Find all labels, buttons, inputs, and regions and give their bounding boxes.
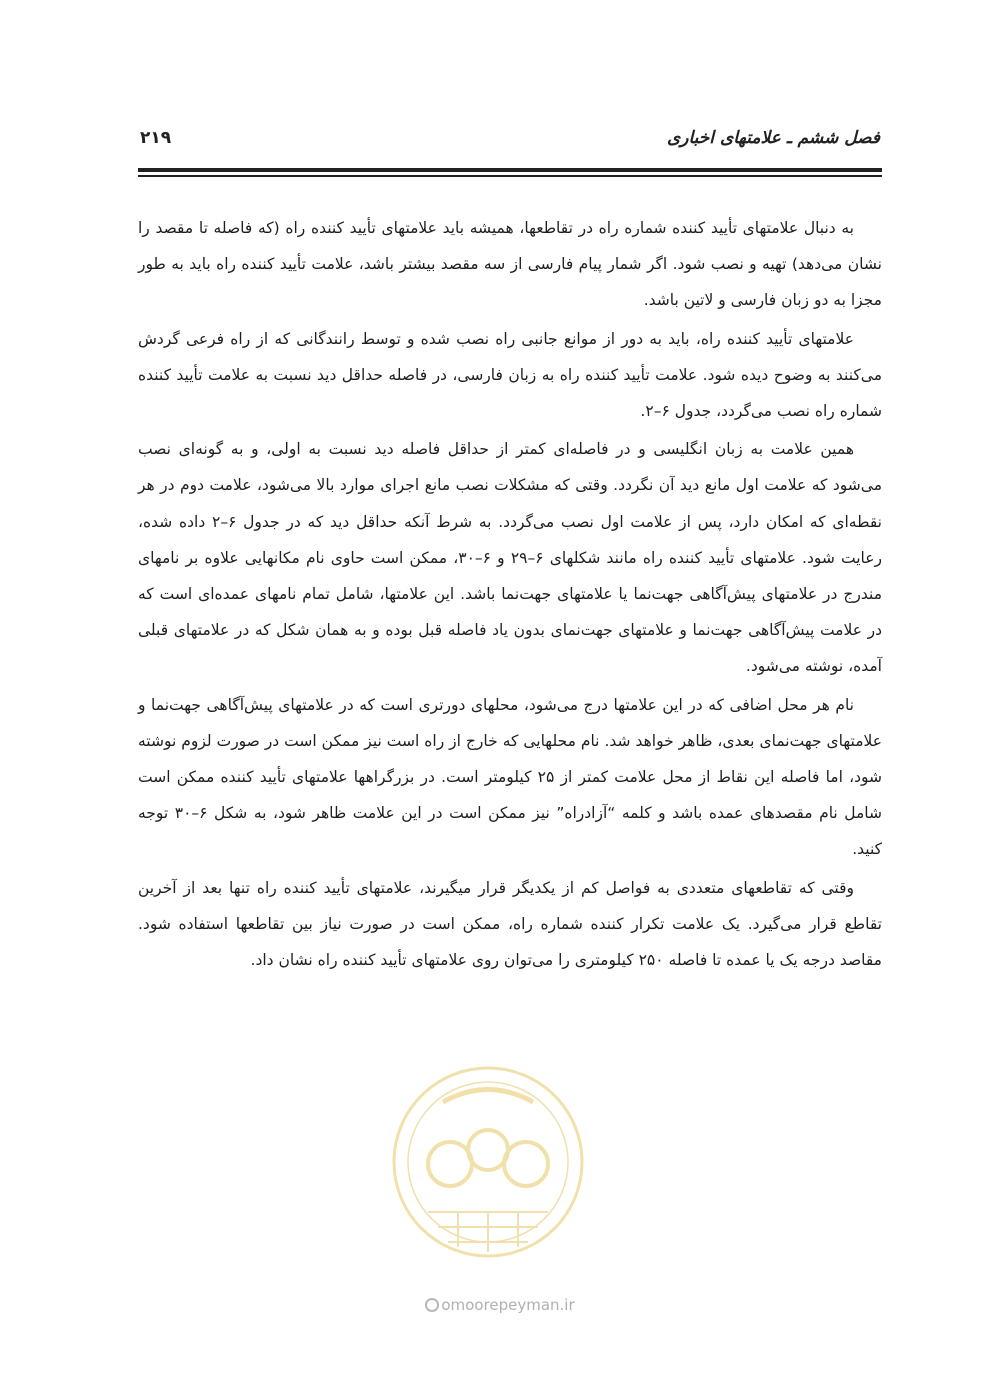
chapter-title: فصل ششم ـ علامتهای اخباری [666,128,880,148]
watermark-url-text: omoorepeyman.ir [441,1296,575,1314]
page-number: ۲۱۹ [140,128,172,148]
instagram-icon [425,1298,439,1312]
header-rule-thin [138,175,882,177]
header-rule-thick [138,168,882,172]
paragraph: علامتهای تأیید کننده راه، باید به دور از موانع جانبی راه نصب شده و توسط رانندگانی که از راه فرعی گردش می‌کنند به وضوح دیده شود. علامت تأیید کننده راه به زبان فارسی، در فاصله حداقل دید نسبت به علامت تأیید کننده شماره راه نصب می‌گردد، جدول ۶–۲. [138,329,882,421]
watermark-logo-icon [388,1062,588,1262]
paragraph: وقتی که تقاطعهای متعددی به فواصل کم از یکدیگر قرار میگیرند، علامتهای تأیید کننده راه تنها بعد از آخرین تقاطع قرار می‌گیرد. یک علامت تکرار کننده شماره راه، ممکن است در صورت نیاز بین تقاطعها استفاده شود. مقاصد درجه یک یا عمده تا فاصله ۲۵۰ کیلومتری را می‌توان روی علامتهای تأیید کننده راه نشان داد. [138,878,882,970]
watermark-url [400,1296,600,1314]
paragraph: همین علامت به زبان انگلیسی و در فاصله‌ای کمتر از حداقل فاصله دید نسبت به اولی، و به گونه‌ای نصب می‌شود که علامت اول مانع دید آن نگردد. وقتی که مشکلات نصب مانع اجرای موارد بالا می‌شود، علامت دوم در هر نقطه‌ای که امکان دارد، پس از علامت اول نصب می‌گردد. به شرط آنکه حداقل دید که در جدول ۶–۲ داده شده، رعایت شود. علامتهای تأیید کننده راه مانند شکلهای ۶–۲۹ و ۶–۳۰، ممکن است حاوی نام مکانهایی علاوه بر نامهای مندرج در علامتهای پیش‌آگاهی جهت‌نما یا علامتهای جهت‌نما باشد. این علامتها، شامل تمام نامهای عمده‌ای است که در علامت پیش‌آگاهی جهت‌نما و علامتهای جهت‌نمای بدون یاد فاصله قبل بوده و به همان شکل که در علامتهای قبلی آمده، نوشته می‌شود. [138,440,882,676]
paragraph: به دنبال علامتهای تأیید کننده شماره راه در تقاطعها، همیشه باید علامتهای تأیید کننده راه (که فاصله تا مقصد را نشان می‌دهد) تهیه و نصب شود. اگر شمار پیام فارسی از سه مقصد بیشتر باشد، علامت تأیید کننده راه باید به طور مجزا به دو زبان فارسی و لاتین باشد. [138,219,882,310]
body-text [138,210,882,980]
paragraph: نام هر محل اضافی که در این علامتها درج می‌شود، محلهای دورتری است که در علامتهای پیش‌آگاهی جهت‌نما و علامتهای جهت‌نمای بعدی، ظاهر خواهد شد. نام محلهایی که خارج از راه است نیز ممکن است در صورت لزوم نوشته شود، اما فاصله این نقاط از محل علامت کمتر از ۲۵ کیلومتر است. در بزرگراهها علامتهای تأیید کننده ممکن است شامل نام مقصدهای عمده باشد و کلمه “آزادراه” نیز ممکن است در این علامت ظاهر شود، به شکل ۶–۳۰ توجه کنید. [138,695,883,859]
page-header [140,128,880,158]
